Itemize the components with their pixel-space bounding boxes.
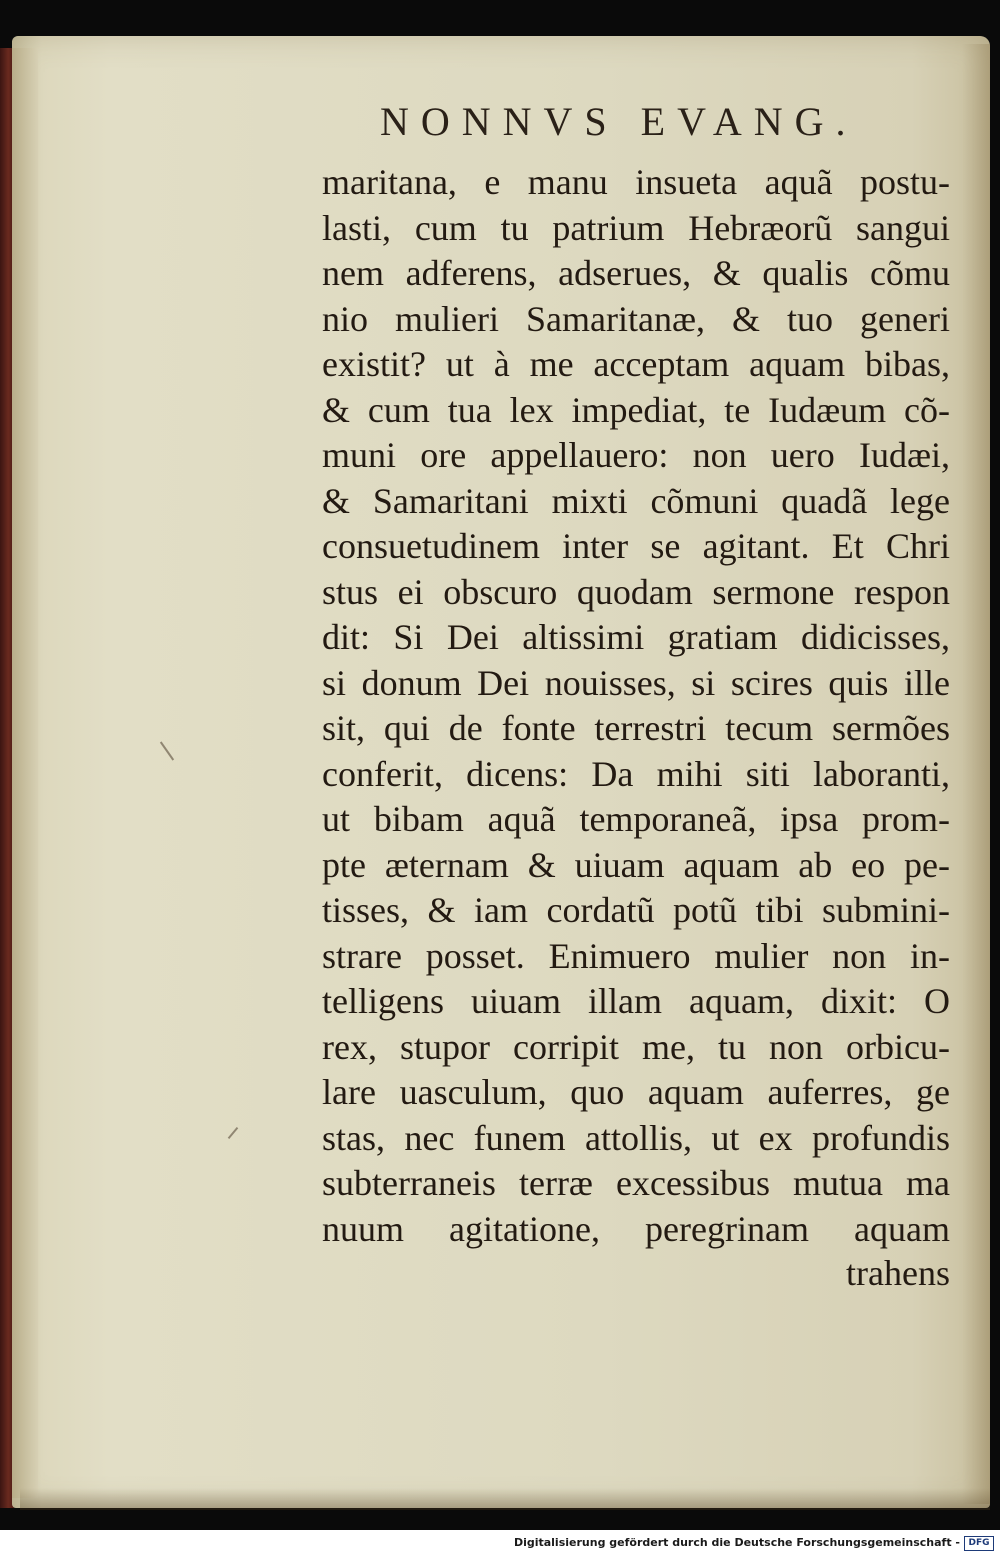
text-line: pte æternam & uiuam aquam ab eo pe-: [322, 844, 950, 885]
text-line: telligens uiuam illam aquam, dixit: O: [322, 981, 950, 1021]
text-line: lasti, cum tu patrium Hebræorũ sangui: [322, 207, 950, 248]
text-line: dit: Si Dei altissimi gratiam didicisses,: [322, 617, 950, 657]
text-line: sit, qui de fonte terrestri tecum sermões: [322, 708, 950, 748]
running-head: NONNVS EVANG.: [380, 99, 858, 144]
text-line: nuum agitatione, peregrinam aquam: [322, 1208, 950, 1249]
text-line: conferit, dicens: Da mihi siti laboranti,: [322, 753, 950, 794]
text-line: muni ore appellauero: non uero Iudæi,: [322, 435, 950, 475]
dfg-logo: DFG: [964, 1536, 994, 1551]
text-line: strare posset. Enimuero mulier non in-: [322, 935, 950, 976]
text-line: subterraneis terræ excessibus mutua ma: [322, 1163, 950, 1203]
body-text: [322, 160, 950, 1252]
text-line: existit? ut à me acceptam aquam bibas,: [322, 344, 950, 384]
page-bottom-shadow: [20, 1488, 990, 1510]
text-line: consuetudinem inter se agitant. Et Chri: [322, 526, 950, 566]
text-line: stus ei obscuro quodam sermone respon: [322, 571, 950, 612]
text-line: si donum Dei nouisses, si scires quis ille: [322, 662, 950, 703]
page-gutter: [12, 48, 38, 1498]
text-line: rex, stupor corripit me, tu non orbicu-: [322, 1026, 950, 1067]
text-line: maritana, e manu insueta aquã postu-: [322, 162, 950, 202]
catchword: trahens: [846, 1253, 950, 1293]
text-line: & Samaritani mixti cõmuni quadã lege: [322, 480, 950, 521]
text-line: nem adferens, adserues, & qualis cõmu: [322, 253, 950, 293]
text-line: lare uasculum, quo aquam auferres, ge: [322, 1072, 950, 1112]
page-right-edge: [962, 44, 990, 1504]
text-line: & cum tua lex impediat, te Iudæum cõ-: [322, 389, 950, 430]
text-line: nio mulieri Samaritanæ, & tuo generi: [322, 298, 950, 339]
text-line: ut bibam aquã temporaneã, ipsa prom-: [322, 799, 950, 839]
text-line: stas, nec funem attollis, ut ex profundis: [322, 1117, 950, 1158]
footer-credit: Digitalisierung gefördert durch die Deutsche Forschungsgemeinschaft -: [513, 1536, 960, 1549]
text-line: tisses, & iam cordatũ potũ tibi submini-: [322, 890, 950, 930]
